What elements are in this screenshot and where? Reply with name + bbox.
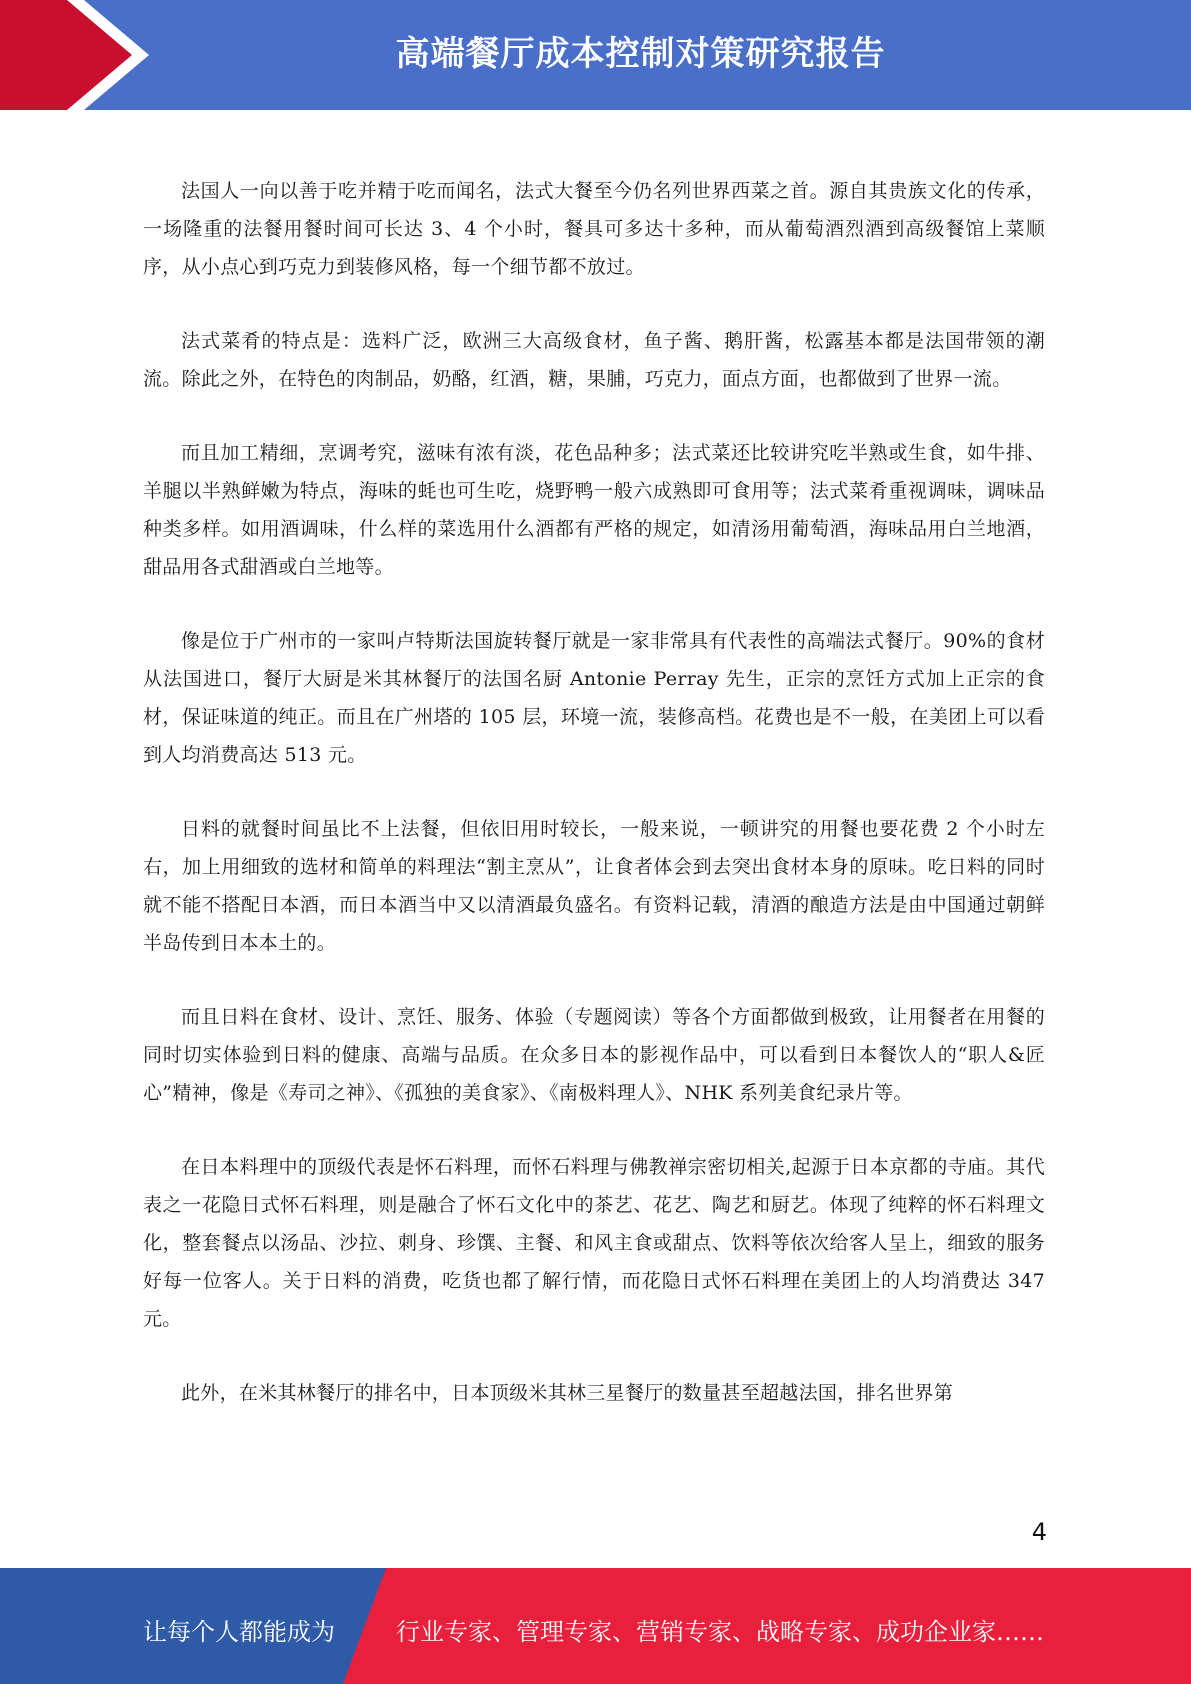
page-header: [0, 0, 1191, 110]
paragraph-4: 像是位于广州市的一家叫卢特斯法国旋转餐厅就是一家非常具有代表性的高端法式餐厅。90%的食材从法国进口，餐厅大厨是米其林餐厅的法国名厨 Antonie Perray 先生，正宗的烹饪方式加上正宗的食材，保证味道的纯正。而且在广州塔的 105 层，环境一流，装修高档。花费也是不一般，在美团上可以看到人均消费高达 513 元。: [143, 630, 1045, 766]
page-number: 4: [1031, 1518, 1047, 1546]
report-title: 高端餐厅成本控制对策研究报告: [395, 34, 886, 74]
paragraph-5: 日料的就餐时间虽比不上法餐，但依旧用时较长，一般来说，一顿讲究的用餐也要花费 2 个小时左右，加上用细致的选材和简单的料理法“割主烹从”，让食者体会到去突出食材本身的原味。吃日料的同时就不能不搭配日本酒，而日本酒当中又以清酒最负盛名。有资料记载，清酒的酿造方法是由中国通过朝鲜半岛传到日本本土的。: [143, 818, 1045, 954]
page-footer: [0, 1568, 1191, 1684]
paragraph-3: 而且加工精细，烹调考究，滋味有浓有淡，花色品种多；法式菜还比较讲究吃半熟或生食，如牛排、羊腿以半熟鲜嫩为特点，海味的蚝也可生吃，烧野鸭一般六成熟即可食用等；法式菜肴重视调味，调味品种类多样。如用酒调味，什么样的菜选用什么酒都有严格的规定，如清汤用葡萄酒，海味品用白兰地酒，甜品用各式甜酒或白兰地等。: [143, 442, 1045, 578]
paragraph-2: 法式菜肴的特点是：选料广泛，欧洲三大高级食材，鱼子酱、鹅肝酱，松露基本都是法国带领的潮流。除此之外，在特色的肉制品，奶酪，红酒，糖，果脯，巧克力，面点方面，也都做到了世界一流。: [143, 330, 1045, 390]
paragraph-8: 此外，在米其林餐厅的排名中，日本顶级米其林三星餐厅的数量甚至超越法国，排名世界第: [181, 1382, 954, 1404]
paragraph-6: 而且日料在食材、设计、烹饪、服务、体验（专题阅读）等各个方面都做到极致，让用餐者在用餐的同时切实体验到日料的健康、高端与品质。在众多日本的影视作品中，可以看到日本餐饮人的“职人&匠心”精神，像是《寿司之神》、《孤独的美食家》、《南极料理人》、NHK 系列美食纪录片等。: [143, 1006, 1045, 1104]
paragraph-7: 在日本料理中的顶级代表是怀石料理，而怀石料理与佛教禅宗密切相关,起源于日本京都的寺庙。其代表之一花隐日式怀石料理，则是融合了怀石文化中的茶艺、花艺、陶艺和厨艺。体现了纯粹的怀石料理文化，整套餐点以汤品、沙拉、刺身、珍馔、主餐、和风主食或甜点、饮料等依次给客人呈上，细致的服务好每一位客人。关于日料的消费，吃货也都了解行情，而花隐日式怀石料理在美团上的人均消费达 347 元。: [143, 1156, 1045, 1330]
paragraph-1: 法国人一向以善于吃并精于吃而闻名，法式大餐至今仍名列世界西菜之首。源自其贵族文化的传承，一场隆重的法餐用餐时间可长达 3、4 个小时，餐具可多达十多种，而从葡萄酒烈酒到高级餐馆上菜顺序，从小点心到巧克力到装修风格，每一个细节都不放过。: [143, 180, 1045, 278]
footer-slogan-left: 让每个人都能成为: [143, 1618, 335, 1646]
document-body: [143, 172, 1045, 1448]
footer-slogan-right: 行业专家、管理专家、营销专家、战略专家、成功企业家……: [396, 1618, 1044, 1646]
